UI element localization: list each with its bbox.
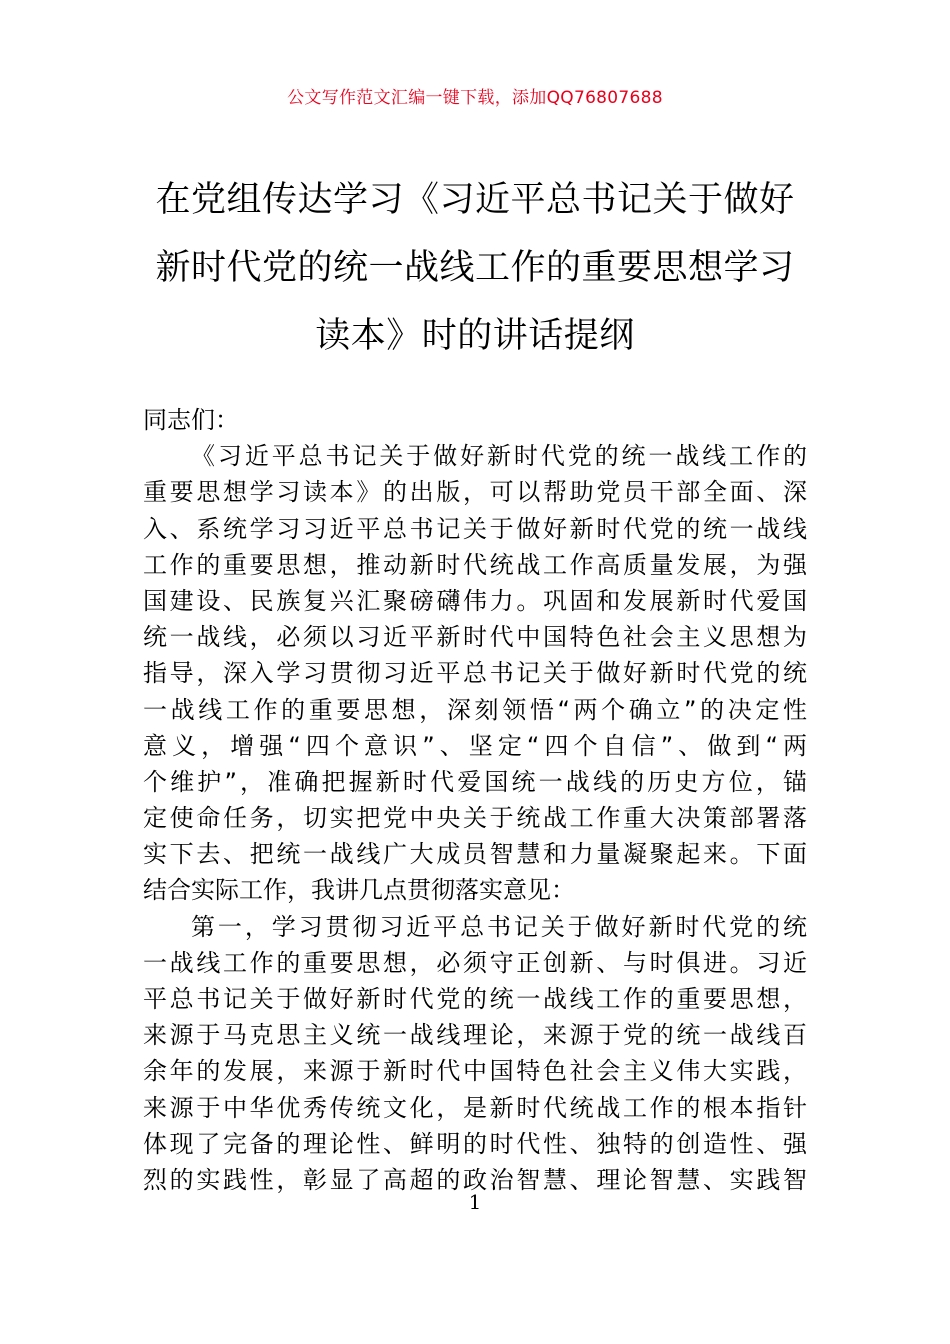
- paragraph-line: 结合实际工作，我讲几点贯彻落实意见：: [143, 876, 575, 905]
- paragraph-line: 意义，增强“四个意识”、坚定“四个自信”、做到“两: [143, 731, 807, 760]
- title-line: 在党组传达学习《习近平总书记关于做好: [155, 180, 795, 220]
- paragraph-line: 烈的实践性，彰显了高超的政治智慧、理论智慧、实践智: [143, 1165, 807, 1194]
- paragraph-line: 第一，学习贯彻习近平总书记关于做好新时代党的统: [191, 912, 807, 941]
- paragraph-line: 指导，深入学习贯彻习近平总书记关于做好新时代党的统: [143, 659, 807, 688]
- salutation: 同志们：: [143, 406, 239, 434]
- paragraph-line: 重要思想学习读本》的出版，可以帮助党员干部全面、深: [143, 478, 807, 507]
- paragraph-line: 体现了完备的理论性、鲜明的时代性、独特的创造性、强: [143, 1129, 807, 1158]
- paragraph-line: 一战线工作的重要思想，必须守正创新、与时俱进。习近: [143, 948, 807, 977]
- paragraph-line: 工作的重要思想，推动新时代统战工作高质量发展，为强: [143, 550, 807, 579]
- paragraph-line: 统一战线，必须以习近平新时代中国特色社会主义思想为: [143, 623, 807, 652]
- document-title: [140, 166, 810, 370]
- paragraph-line: 《习近平总书记关于做好新时代党的统一战线工作的: [191, 442, 807, 471]
- paragraph-line: 国建设、民族复兴汇聚磅礴伟力。巩固和发展新时代爱国: [143, 586, 807, 615]
- paragraph-line: 实下去、把统一战线广大成员智慧和力量凝聚起来。下面: [143, 840, 807, 869]
- download-watermark: 公文写作范文汇编一键下载，添加QQ76807688: [287, 88, 663, 108]
- paragraph-line: 入、系统学习习近平总书记关于做好新时代党的统一战线: [143, 514, 807, 543]
- paragraph-line: 一战线工作的重要思想，深刻领悟“两个确立”的决定性: [143, 695, 807, 724]
- paragraph-line: 来源于马克思主义统一战线理论，来源于党的统一战线百: [143, 1021, 807, 1050]
- paragraph-line: 来源于中华优秀传统文化，是新时代统战工作的根本指针: [143, 1093, 807, 1122]
- paragraph-line: 平总书记关于做好新时代党的统一战线工作的重要思想，: [143, 985, 807, 1013]
- paragraph-line: 定使命任务，切实把党中央关于统战工作重大决策部署落: [143, 804, 807, 833]
- paragraph-line: 余年的发展，来源于新时代中国特色社会主义伟大实践，: [143, 1057, 807, 1086]
- title-line: 新时代党的统一战线工作的重要思想学习: [155, 248, 795, 288]
- title-line: 读本》时的讲话提纲: [315, 316, 635, 356]
- speech-body: [143, 402, 807, 1198]
- paragraph-line: 个维护”，准确把握新时代爱国统一战线的历史方位，锚: [143, 767, 807, 796]
- page-number: 1: [468, 1190, 482, 1214]
